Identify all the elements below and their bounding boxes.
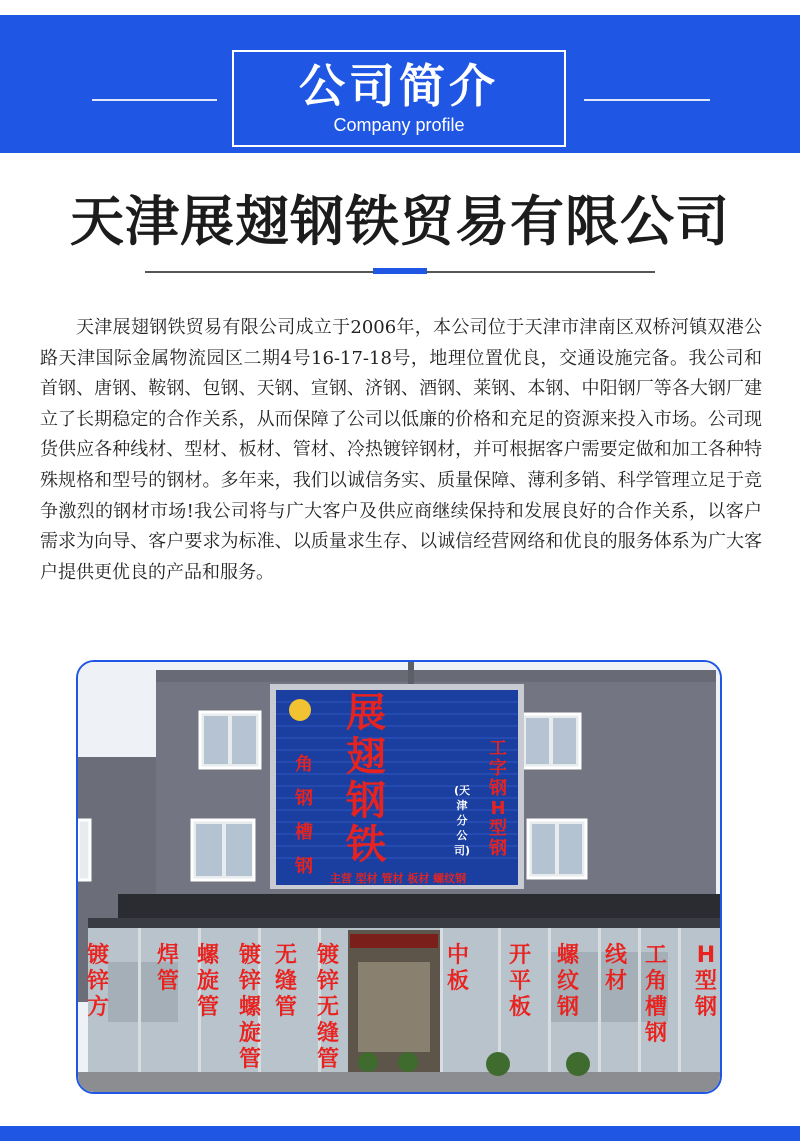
banner-title-box — [232, 50, 566, 147]
window-sign-char: 型 — [694, 969, 718, 994]
company-intro-text: 天津展翅钢铁贸易有限公司成立于2006年，本公司位于天津市津南区双桥河镇双港公路天津国际金属物流园区二期4号16-17-18号，地理位置优良，交通设施完备。我公司和首钢、唐钢、鞍钢、包钢、天钢、宣钢、济钢、酒钢、莱钢、本钢、中阳钢厂等各大钢厂建立了长期稳定的合作关系，从而保障了公司以低廉的价格和充足的资源来投入市场。公司现货供应各种线材、型材、板材、管材、冷热镀锌钢材，并可根据客户需要定做和加工各种特殊规格和型号的钢材。多年来，我们以诚信务实、质量保障、薄利多销、科学管理立足于竞争激烈的钢材市场!我公司将与广大客户及供应商继续保持和发展良好的合作关系，以客户需求为向导、客户要求为标准、以质量求生存、以诚信经营网络和优良的服务体系为广大客户提供更优良的产品和服务。 — [40, 317, 762, 583]
window-sign-char: 开 — [508, 943, 532, 968]
window-sign-char: 螺 — [238, 995, 262, 1020]
sign-right-char: 钢 — [489, 778, 507, 799]
sign-left-char: 槽 — [295, 822, 313, 843]
window-sign-char: 锌 — [238, 969, 262, 994]
window-sign-char: 板 — [446, 969, 470, 994]
window-sign-char: 中 — [446, 943, 470, 968]
window-sign-char: 板 — [508, 995, 532, 1020]
window-sign-char: 槽 — [644, 995, 668, 1020]
window-sign-char: 纹 — [556, 969, 580, 994]
header-banner — [0, 15, 800, 153]
window-sign-char: 方 — [86, 995, 110, 1020]
window-sign-char: 管 — [196, 995, 220, 1020]
sign-main-char: 铁 — [346, 822, 386, 868]
sign-right-char: 型 — [489, 818, 507, 839]
sign-right-char: H — [490, 798, 506, 819]
window-sign-char: 管 — [156, 969, 180, 994]
window-sign-char: 镀 — [86, 943, 110, 968]
window-sign-char: 锌 — [316, 969, 340, 994]
banner-left-rule — [92, 99, 217, 101]
window-sign-char: 管 — [274, 995, 298, 1020]
sign-branch-char: 津 — [456, 799, 468, 812]
sign-main-char: 钢 — [346, 778, 386, 824]
window-sign-char: 旋 — [196, 969, 220, 994]
window-sign-char: 材 — [604, 969, 628, 994]
sign-right-char: 工 — [489, 738, 507, 759]
window-sign-char: 角 — [644, 969, 668, 994]
window-sign-char: 钢 — [644, 1021, 668, 1046]
window-sign-char: 钢 — [556, 995, 580, 1020]
sign-branch-char: (天 — [453, 784, 471, 797]
window-sign-char: 无 — [274, 943, 298, 968]
sign-product-strip: 主营 型材 管材 板材 螺纹钢 — [329, 872, 467, 885]
section-title: 公司简介 — [299, 59, 499, 113]
window-sign-char: 平 — [508, 969, 532, 994]
window-sign-char: H — [696, 943, 716, 968]
window-sign-char: 管 — [238, 1047, 262, 1072]
sign-branch-char: 司) — [453, 844, 471, 857]
window-sign-char: 工 — [644, 943, 668, 968]
window-sign-char: 镀 — [316, 943, 340, 968]
window-sign-char: 缝 — [316, 1021, 340, 1046]
window-sign-char: 锌 — [86, 969, 110, 994]
sign-branch-char: 分 — [456, 814, 468, 827]
window-sign-char: 钢 — [694, 995, 718, 1020]
title-divider-accent — [373, 268, 427, 274]
sign-right-char: 钢 — [489, 838, 507, 859]
storefront-photo — [76, 660, 722, 1094]
window-sign-char: 无 — [316, 995, 340, 1020]
sign-right-char: 字 — [489, 758, 507, 779]
window-sign-char: 螺 — [196, 943, 220, 968]
window-sign-char: 镀 — [238, 943, 262, 968]
sign-branch-char: 公 — [456, 829, 468, 842]
bottom-bar — [0, 1126, 800, 1141]
sign-main-char: 展 — [346, 690, 386, 736]
company-name: 天津展翅钢铁贸易有限公司 — [70, 190, 730, 253]
section-subtitle: Company profile — [333, 115, 465, 135]
window-sign-char: 螺 — [556, 943, 580, 968]
company-logo — [289, 699, 311, 721]
sign-main-char: 翅 — [346, 734, 386, 780]
window-sign-char: 管 — [316, 1047, 340, 1072]
sign-left-char: 钢 — [295, 788, 313, 809]
window-sign-char: 焊 — [156, 943, 180, 968]
window-sign-char: 线 — [604, 943, 628, 968]
banner-right-rule — [584, 99, 710, 101]
window-sign-char: 缝 — [274, 969, 298, 994]
sign-left-char: 钢 — [295, 856, 313, 877]
window-sign-char: 旋 — [238, 1021, 262, 1046]
sign-left-char: 角 — [295, 754, 313, 775]
